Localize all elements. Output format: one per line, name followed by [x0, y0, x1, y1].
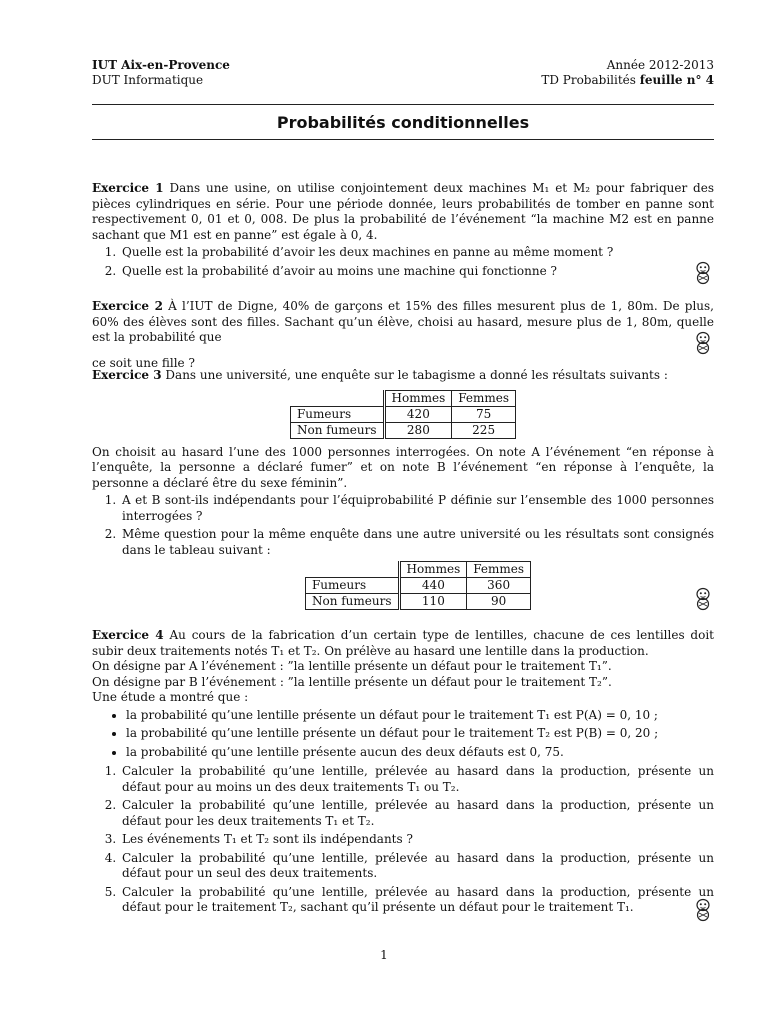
cell: 75	[452, 406, 516, 422]
exercise-3	[92, 368, 714, 613]
exercise-2	[92, 299, 714, 371]
cell: 420	[384, 406, 452, 422]
exercise-text: À l’IUT de Digne, 40% de garçons et 15% des filles mesurent plus de 1, 80m. De plus, 60% des élèves sont des filles. Sachant qu’un élève, choisi au hasard, mesure plus de 1, 80m, quelle est la probabilité que	[92, 299, 714, 344]
exercise-4	[92, 628, 714, 919]
header	[92, 58, 714, 88]
survey-table-2	[305, 561, 531, 610]
exercise-label: Exercice 2	[92, 299, 163, 313]
exercise-1	[92, 181, 714, 282]
header-cell: Femmes	[467, 562, 531, 578]
event-b-line: On désigne par B l’événement : ”la lentille présente un défaut pour le traitement T₂”.	[92, 674, 612, 689]
exercise-label: Exercice 3	[92, 368, 162, 382]
sheet-label: TD Probabilités feuille n° 4	[541, 73, 714, 87]
academic-year: Année 2012-2013	[606, 58, 714, 72]
exercise-text-b: On choisit au hasard l’une des 1000 personnes interrogées. On note A l’événement “en réponse à l’enquête, la personne a déclaré fumer” et on note B l’événement “en réponse à l’enquête, la personne a déclaré être du sexe féminin”.	[92, 444, 714, 490]
exercise-text: Dans une usine, on utilise conjointement deux machines M₁ et M₂ pour fabriquer des pièces cylindriques en série. Pour une période donnée, leurs probabilités de tomber en panne sont respectivement 0, 01 et 0, 008. De plus la probabilité de l’événement “la machine M2 est en panne sachant que M1 est en panne” est égale à 0, 4.	[92, 181, 714, 242]
question-1: 1. Calculer la probabilité qu’une lentille, prélevée au hasard dans la production, présente un défaut pour au moins un des deux traitements T₁ ou T₂.	[120, 764, 714, 795]
cell: 110	[399, 594, 467, 610]
event-a-line: On désigne par A l’événement : ”la lentille présente un défaut pour le traitement T₁”.	[92, 659, 612, 673]
bullet-3: • la probabilité qu’une lentille présente aucun des deux défauts est 0, 75.	[126, 745, 714, 761]
row-label: Fumeurs	[305, 578, 399, 594]
question-2: 2. Même question pour la même enquête dans une autre université ou les résultats sont consignés dans le tableau suivant : Hommes Femmes Fumeurs 440 360 Non fumeurs 110 90	[120, 527, 714, 610]
difficulty-mascot-icon	[694, 261, 712, 285]
question-3: 3. Les événements T₁ et T₂ sont ils indépendants ?	[120, 832, 714, 848]
title-bar	[92, 104, 714, 140]
cell: 280	[384, 422, 452, 438]
cell: 90	[467, 594, 531, 610]
question-1: 1. Quelle est la probabilité d’avoir les deux machines en panne au même moment ?	[120, 245, 714, 261]
exercise-label: Exercice 4	[92, 628, 164, 642]
question-1: 1. A et B sont-ils indépendants pour l’équiprobabilité P définie sur l’ensemble des 1000 personnes interrogées ?	[120, 493, 714, 524]
row-label: Fumeurs	[290, 406, 384, 422]
cell: 360	[467, 578, 531, 594]
question-2: 2. Quelle est la probabilité d’avoir au moins une machine qui fonctionne ?	[120, 264, 714, 280]
page-content	[92, 58, 714, 140]
page-number: 1	[380, 948, 388, 962]
study-line: Une étude a montré que :	[92, 690, 249, 704]
difficulty-mascot-icon	[694, 587, 712, 611]
survey-table-1	[290, 390, 516, 439]
exercise-label: Exercice 1	[92, 181, 164, 195]
difficulty-mascot-icon	[694, 331, 712, 355]
cell: 225	[452, 422, 516, 438]
page-title: Probabilités conditionnelles	[276, 112, 530, 132]
header-cell: Hommes	[399, 562, 467, 578]
exercise-text-cont: ce soit une fille ?	[92, 355, 195, 370]
exercise-text: Au cours de la fabrication d’un certain type de lentilles, chacune de ces lentilles doit subir deux traitements notés T₁ et T₂. On prélève au hasard une lentille dans la production.	[92, 628, 714, 658]
header-cell: Hommes	[384, 390, 452, 406]
exercise-text: Dans une université, une enquête sur le tabagisme a donné les résultats suivants :	[165, 368, 668, 382]
cell: 440	[399, 578, 467, 594]
row-label: Non fumeurs	[290, 422, 384, 438]
question-2: 2. Calculer la probabilité qu’une lentille, prélevée au hasard dans la production, présente un défaut pour les deux traitements T₁ et T₂.	[120, 798, 714, 829]
header-cell: Femmes	[452, 390, 516, 406]
bullet-1: • la probabilité qu’une lentille présente un défaut pour le traitement T₁ est P(A) = 0, 10 ;	[126, 708, 714, 724]
row-label: Non fumeurs	[305, 594, 399, 610]
question-5: 5. Calculer la probabilité qu’une lentille, prélevée au hasard dans la production, présente un défaut pour le traitement T₂, sachant qu’il présente un défaut pour le traitement T₁.	[120, 885, 714, 916]
question-4: 4. Calculer la probabilité qu’une lentille, prélevée au hasard dans la production, présente un défaut pour un seul des deux traitements.	[120, 851, 714, 882]
department: DUT Informatique	[92, 73, 204, 87]
bullet-2: • la probabilité qu’une lentille présente un défaut pour le traitement T₂ est P(B) = 0, 20 ;	[126, 726, 714, 742]
institution: IUT Aix-en-Provence	[92, 58, 230, 72]
difficulty-mascot-icon	[694, 898, 712, 922]
